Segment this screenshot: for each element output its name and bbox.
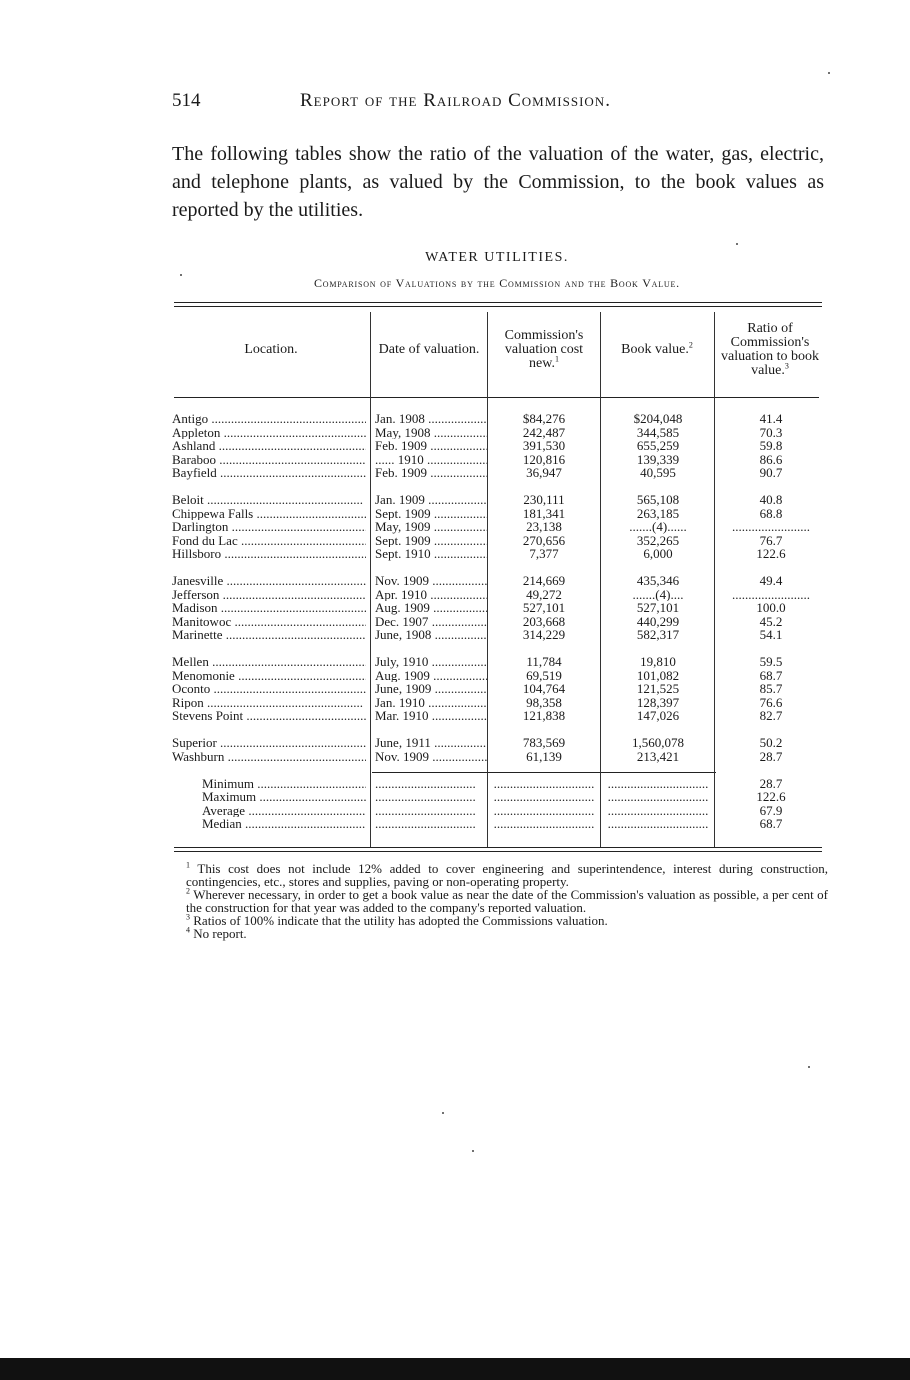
- group-spacer: [172, 763, 828, 777]
- date-cell: [375, 696, 487, 710]
- valuation-date: May, 1909 .....: [375, 520, 487, 534]
- book-value: .......(4)....: [632, 587, 684, 601]
- summary-row: [172, 777, 828, 791]
- ratio-value: 50.2: [759, 736, 783, 750]
- commission-valuation: 783,569: [522, 736, 566, 750]
- location-name: Bayfield .....: [172, 466, 366, 480]
- location-cell: [172, 736, 366, 750]
- date-cell: [375, 709, 487, 723]
- leader-dots: [602, 804, 714, 818]
- commission-valuation: 23,138: [526, 520, 562, 534]
- valuation-date: Mar. 1910 .....: [375, 709, 487, 723]
- footnote-text: Wherever necessary, in order to get a book value as near the date of the Commission's valuation as possible, a per cent of the construction for that year was added to the company's reported valuation.: [186, 887, 829, 915]
- table-row: [172, 439, 828, 453]
- scan-speck: [828, 72, 830, 74]
- leader-dots: [602, 817, 714, 831]
- valuation-date: Jan. 1910 .....: [375, 696, 487, 710]
- location-cell: [172, 520, 366, 534]
- commission-valuation: 314,229: [522, 628, 566, 642]
- commission-valuation: 49,272: [526, 587, 562, 601]
- date-cell: [375, 682, 487, 696]
- book-value: 6,000: [643, 547, 673, 561]
- location-cell: [172, 453, 366, 467]
- table-row: [172, 453, 828, 467]
- location-cell: [172, 628, 366, 642]
- table-row: [172, 588, 828, 602]
- footnote: [172, 888, 828, 914]
- location-cell: [172, 682, 366, 696]
- leader-dots: [602, 790, 714, 804]
- ratio-value: 68.7: [759, 668, 783, 682]
- ratio-value: 122.6: [756, 547, 786, 561]
- commission-valuation: 527,101: [522, 601, 566, 615]
- leader-dots: [488, 790, 600, 804]
- date-cell: [375, 412, 487, 426]
- table-row: [172, 466, 828, 480]
- location-cell: [172, 534, 366, 548]
- valuation-date: ...... 1910 .....: [375, 453, 487, 467]
- valuation-date: Nov. 1909 .....: [375, 750, 487, 764]
- location-cell: [172, 615, 366, 629]
- summary-ratio: 28.7: [759, 776, 783, 790]
- running-title: Report of the Railroad Commission.: [300, 90, 611, 111]
- date-cell: [375, 507, 487, 521]
- top-rule: [174, 302, 822, 303]
- footnote-text: No report.: [193, 926, 247, 941]
- table-row: [172, 628, 828, 642]
- valuation-date: Sept. 1910 .....: [375, 547, 487, 561]
- page-header: [172, 90, 832, 116]
- commission-valuation: 104,764: [522, 682, 566, 696]
- footnote: [172, 927, 828, 940]
- date-cell: [375, 534, 487, 548]
- location-name: Antigo .....: [172, 412, 366, 426]
- commission-valuation: 214,669: [522, 574, 566, 588]
- bottom-rule: [174, 847, 822, 848]
- summary-label-cell: [172, 817, 366, 831]
- scan-speck: [472, 1150, 474, 1152]
- book-value: 101,082: [636, 668, 680, 682]
- ratio-value: 76.7: [759, 533, 783, 547]
- page-number: 514: [172, 90, 201, 111]
- footnote-mark: 2: [186, 886, 190, 896]
- group-spacer: [172, 723, 828, 737]
- location-cell: [172, 750, 366, 764]
- leader-dots: [602, 777, 714, 791]
- location-cell: [172, 412, 366, 426]
- date-cell: [375, 426, 487, 440]
- footnote-text: Ratios of 100% indicate that the utility has adopted the Commissions valuation.: [193, 913, 608, 928]
- scan-speck: [442, 1112, 444, 1114]
- footnotes: [172, 862, 828, 940]
- location-name: Baraboo .....: [172, 453, 366, 467]
- table-row: [172, 534, 828, 548]
- location-name: Chippewa Falls .....: [172, 507, 366, 521]
- table-row: [172, 426, 828, 440]
- book-value: 352,265: [636, 533, 680, 547]
- footnote-text: This cost does not include 12% added to cover engineering and superintendence, interest during construction, contingencies, etc., stores and supplies, paving or non-operating property.: [186, 861, 829, 889]
- summary-ratio: 122.6: [756, 790, 786, 804]
- scan-speck: [180, 274, 182, 276]
- table-body: [172, 412, 828, 831]
- location-cell: [172, 507, 366, 521]
- valuation-date: Aug. 1909 .....: [375, 669, 487, 683]
- valuation-date: Feb. 1909 .....: [375, 439, 487, 453]
- valuation-date: Nov. 1909 .....: [375, 574, 487, 588]
- location-name: Jefferson .....: [172, 588, 366, 602]
- commission-valuation: 391,530: [522, 439, 566, 453]
- location-cell: [172, 439, 366, 453]
- summary-label-cell: [172, 777, 366, 791]
- location-cell: [172, 426, 366, 440]
- table-row: [172, 507, 828, 521]
- ratio-value: 59.5: [759, 655, 783, 669]
- commission-valuation: 98,358: [526, 695, 562, 709]
- commission-valuation: 242,487: [522, 425, 566, 439]
- book-value: 440,299: [636, 614, 680, 628]
- commission-valuation: 120,816: [522, 452, 566, 466]
- table-row: [172, 682, 828, 696]
- table-row: [172, 574, 828, 588]
- ratio-value: 85.7: [759, 682, 783, 696]
- ratio-value: ........................: [732, 587, 810, 601]
- footnote-mark: 4: [186, 925, 190, 935]
- footnote-mark: 1: [186, 860, 190, 870]
- ratio-value: 28.7: [759, 749, 783, 763]
- header-rule: [174, 397, 819, 398]
- date-cell: [375, 439, 487, 453]
- table-row: [172, 655, 828, 669]
- location-name: Hillsboro .....: [172, 547, 366, 561]
- date-cell: [375, 547, 487, 561]
- book-value: 1,560,078: [632, 736, 684, 750]
- commission-valuation: $84,276: [522, 412, 566, 426]
- valuation-date: Dec. 1907 .....: [375, 615, 487, 629]
- book-value: 139,339: [636, 452, 680, 466]
- date-cell: [375, 453, 487, 467]
- location-name: Menomonie .....: [172, 669, 366, 683]
- location-name: Beloit .....: [172, 493, 363, 507]
- table-row: [172, 615, 828, 629]
- commission-valuation: 203,668: [522, 614, 566, 628]
- column-header-commission: Commission's valuation cost new.$^1$: [504, 328, 584, 371]
- valuation-date: Jan. 1909 .....: [375, 493, 487, 507]
- date-cell: [375, 520, 487, 534]
- ratio-value: 54.1: [759, 628, 783, 642]
- ratio-value: 68.8: [759, 506, 783, 520]
- ratio-value: 82.7: [759, 709, 783, 723]
- location-name: Washburn .....: [172, 750, 366, 764]
- leader-dots: [488, 817, 600, 831]
- summary-label-cell: [172, 804, 366, 818]
- summary-ratio: 68.7: [759, 817, 783, 831]
- location-cell: [172, 601, 366, 615]
- commission-valuation: 181,341: [522, 506, 566, 520]
- table-row: [172, 493, 828, 507]
- location-cell: [172, 588, 366, 602]
- location-name: Madison .....: [172, 601, 366, 615]
- table-row: [172, 601, 828, 615]
- summary-label: Maximum .....: [202, 790, 366, 804]
- location-cell: [172, 655, 366, 669]
- location-name: Oconto .....: [172, 682, 366, 696]
- column-header-date: Date of valuation.: [378, 342, 480, 357]
- ratio-value: 90.7: [759, 466, 783, 480]
- ratio-value: 100.0: [756, 601, 786, 615]
- date-cell: [375, 750, 487, 764]
- date-cell: [375, 493, 487, 507]
- location-name: Marinette .....: [172, 628, 366, 642]
- valuation-date: Apr. 1910 .....: [375, 588, 487, 602]
- table-row: [172, 520, 828, 534]
- location-name: Mellen .....: [172, 655, 366, 669]
- table-subtitle: Comparison of Valuations by the Commission and the Book Value.: [313, 276, 680, 290]
- ratio-value: ........................: [732, 520, 810, 534]
- commission-valuation: 270,656: [522, 533, 566, 547]
- summary-ratio: 67.9: [759, 803, 783, 817]
- ratio-value: 45.2: [759, 614, 783, 628]
- scan-speck: [808, 1066, 810, 1068]
- ratio-value: 76.6: [759, 695, 783, 709]
- intro-paragraph: The following tables show the ratio of the valuation of the water, gas, electric, and telephone plants, as valued by the Commission, to the book values as reported by the utilities.: [172, 143, 824, 221]
- leader-dots: [375, 790, 487, 804]
- group-spacer: [172, 642, 828, 656]
- leader-dots: [488, 804, 600, 818]
- group-spacer: [172, 480, 828, 494]
- date-cell: [375, 574, 487, 588]
- book-value: 565,108: [636, 493, 680, 507]
- book-value: .......(4)......: [629, 520, 687, 534]
- leader-dots: [375, 777, 487, 791]
- leader-dots: [375, 817, 487, 831]
- commission-valuation: 7,377: [529, 547, 559, 561]
- valuation-date: Sept. 1909 .....: [375, 507, 487, 521]
- date-cell: [375, 588, 487, 602]
- table-row: [172, 709, 828, 723]
- commission-valuation: 36,947: [526, 466, 562, 480]
- commission-valuation: 11,784: [526, 655, 562, 669]
- column-header-book: Book value.$^2$: [621, 340, 693, 357]
- commission-valuation: 230,111: [523, 493, 565, 507]
- book-value: 147,026: [636, 709, 680, 723]
- commission-valuation: 61,139: [526, 749, 562, 763]
- commission-valuation: 121,838: [522, 709, 566, 723]
- location-name: Ashland .....: [172, 439, 366, 453]
- book-value: 582,317: [636, 628, 680, 642]
- ratio-value: 41.4: [759, 412, 783, 426]
- location-name: Superior .....: [172, 736, 366, 750]
- scan-speck: [736, 243, 738, 245]
- date-cell: [375, 466, 487, 480]
- location-cell: [172, 574, 366, 588]
- valuation-date: June, 1908 .....: [375, 628, 487, 642]
- location-cell: [172, 709, 366, 723]
- table-row: [172, 736, 828, 750]
- ratio-value: 70.3: [759, 425, 783, 439]
- location-name: Janesville .....: [172, 574, 366, 588]
- location-name: Darlington .....: [172, 520, 366, 534]
- location-name: Ripon .....: [172, 696, 363, 710]
- ratio-value: 59.8: [759, 439, 783, 453]
- book-value: 655,259: [636, 439, 680, 453]
- valuation-date: Aug. 1909 .....: [375, 601, 487, 615]
- top-rule-inner: [174, 306, 822, 307]
- table-row: [172, 669, 828, 683]
- book-value: 121,525: [636, 682, 680, 696]
- bottom-rule-inner: [174, 851, 822, 852]
- valuation-date: July, 1910 .....: [375, 655, 487, 669]
- valuation-date: May, 1908 .....: [375, 426, 487, 440]
- table-row: [172, 696, 828, 710]
- summary-row: [172, 817, 828, 831]
- footnote-mark: 3: [186, 912, 190, 922]
- group-spacer: [172, 561, 828, 575]
- footnote: [172, 914, 828, 927]
- valuation-date: Sept. 1909 .....: [375, 534, 487, 548]
- summary-label: Median .....: [202, 817, 366, 831]
- book-value: 435,346: [636, 574, 680, 588]
- column-header-location: Location.: [244, 342, 298, 357]
- valuation-date: Jan. 1908 .....: [375, 412, 487, 426]
- book-value: 263,185: [636, 506, 680, 520]
- date-cell: [375, 628, 487, 642]
- valuation-date: Feb. 1909 .....: [375, 466, 487, 480]
- valuation-date: June, 1909 .....: [375, 682, 487, 696]
- summary-label: Minimum .....: [202, 777, 366, 791]
- date-cell: [375, 655, 487, 669]
- date-cell: [375, 615, 487, 629]
- location-cell: [172, 669, 366, 683]
- leader-dots: [488, 777, 600, 791]
- book-value: 344,585: [636, 425, 680, 439]
- summary-label-cell: [172, 790, 366, 804]
- location-name: Stevens Point .....: [172, 709, 366, 723]
- footnote: [172, 862, 828, 888]
- table-row: [172, 412, 828, 426]
- table-row: [172, 750, 828, 764]
- ratio-value: 40.8: [759, 493, 783, 507]
- location-cell: [172, 493, 366, 507]
- summary-label: Average .....: [202, 804, 366, 818]
- date-cell: [375, 669, 487, 683]
- leader-dots: [375, 804, 487, 818]
- book-value: 213,421: [636, 749, 680, 763]
- date-cell: [375, 601, 487, 615]
- book-value: 527,101: [636, 601, 680, 615]
- ratio-value: 86.6: [759, 452, 783, 466]
- location-cell: [172, 547, 366, 561]
- date-cell: [375, 736, 487, 750]
- summary-row: [172, 804, 828, 818]
- location-name: Fond du Lac .....: [172, 534, 366, 548]
- book-value: 40,595: [640, 466, 676, 480]
- book-value: 19,810: [640, 655, 676, 669]
- scan-edge: [0, 1358, 910, 1380]
- location-name: Appleton .....: [172, 426, 366, 440]
- commission-valuation: 69,519: [526, 668, 562, 682]
- ratio-value: 49.4: [759, 574, 783, 588]
- column-header-ratio: Ratio of Commission's valuation to book value.$^3$: [721, 321, 819, 378]
- table-title: WATER UTILITIES.: [425, 250, 569, 265]
- table-row: [172, 547, 828, 561]
- book-value: 128,397: [636, 695, 680, 709]
- valuation-date: June, 1911 .....: [375, 736, 487, 750]
- summary-row: [172, 790, 828, 804]
- location-cell: [172, 696, 366, 710]
- location-name: Manitowoc .....: [172, 615, 366, 629]
- location-cell: [172, 466, 366, 480]
- book-value: $204,048: [633, 412, 683, 426]
